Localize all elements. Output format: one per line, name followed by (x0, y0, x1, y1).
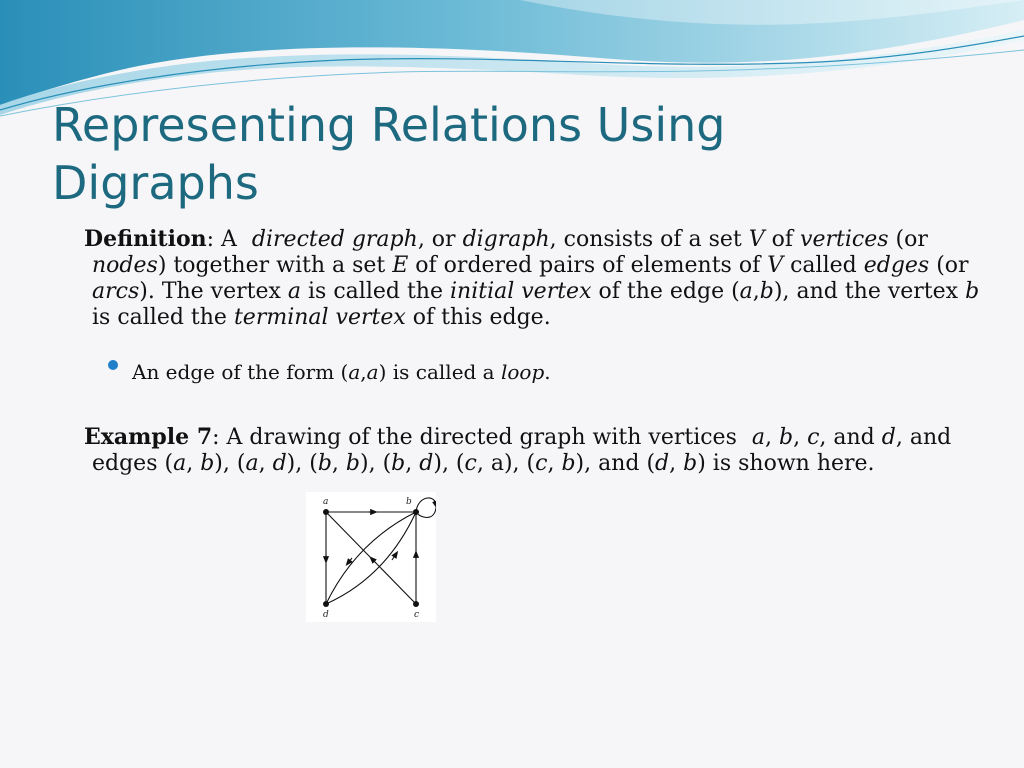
slide-title (52, 96, 992, 212)
title-line-1: Representing Relations Using (52, 98, 726, 152)
bullet-text: An edge of the form (a,a) is called a loop. (132, 360, 551, 384)
vertex-c (413, 601, 419, 607)
vertex-label-d: d (323, 610, 329, 620)
title-line-2: Digraphs (52, 156, 259, 210)
bullet-dot-icon (108, 360, 118, 370)
vertex-a (323, 509, 329, 515)
vertex-b (413, 509, 419, 515)
example-paragraph: Example 7: A drawing of the directed graph with vertices a, b, c, and d, and edges (a, b), (a, d), (b, b), (b, d), (c, a), (c, b), and (d, b) is shown here. (84, 424, 952, 476)
definition-term: Definition (84, 226, 207, 252)
vertex-d (323, 601, 329, 607)
vertex-label-b: b (406, 497, 412, 507)
vertex-label-a: a (323, 497, 329, 507)
example-term: Example 7 (84, 424, 213, 450)
vertex-label-c: c (414, 610, 420, 620)
digraph-figure (306, 492, 436, 622)
definition-paragraph: Definition: A directed graph, or digraph, consists of a set V of vertices (or nodes) together with a set E of ordered pairs of elements of V called edges (or arcs). The vertex a is called the initial vertex of the edge (a,b), and the vertex b is called the terminal vertex of this edge. (84, 226, 980, 330)
